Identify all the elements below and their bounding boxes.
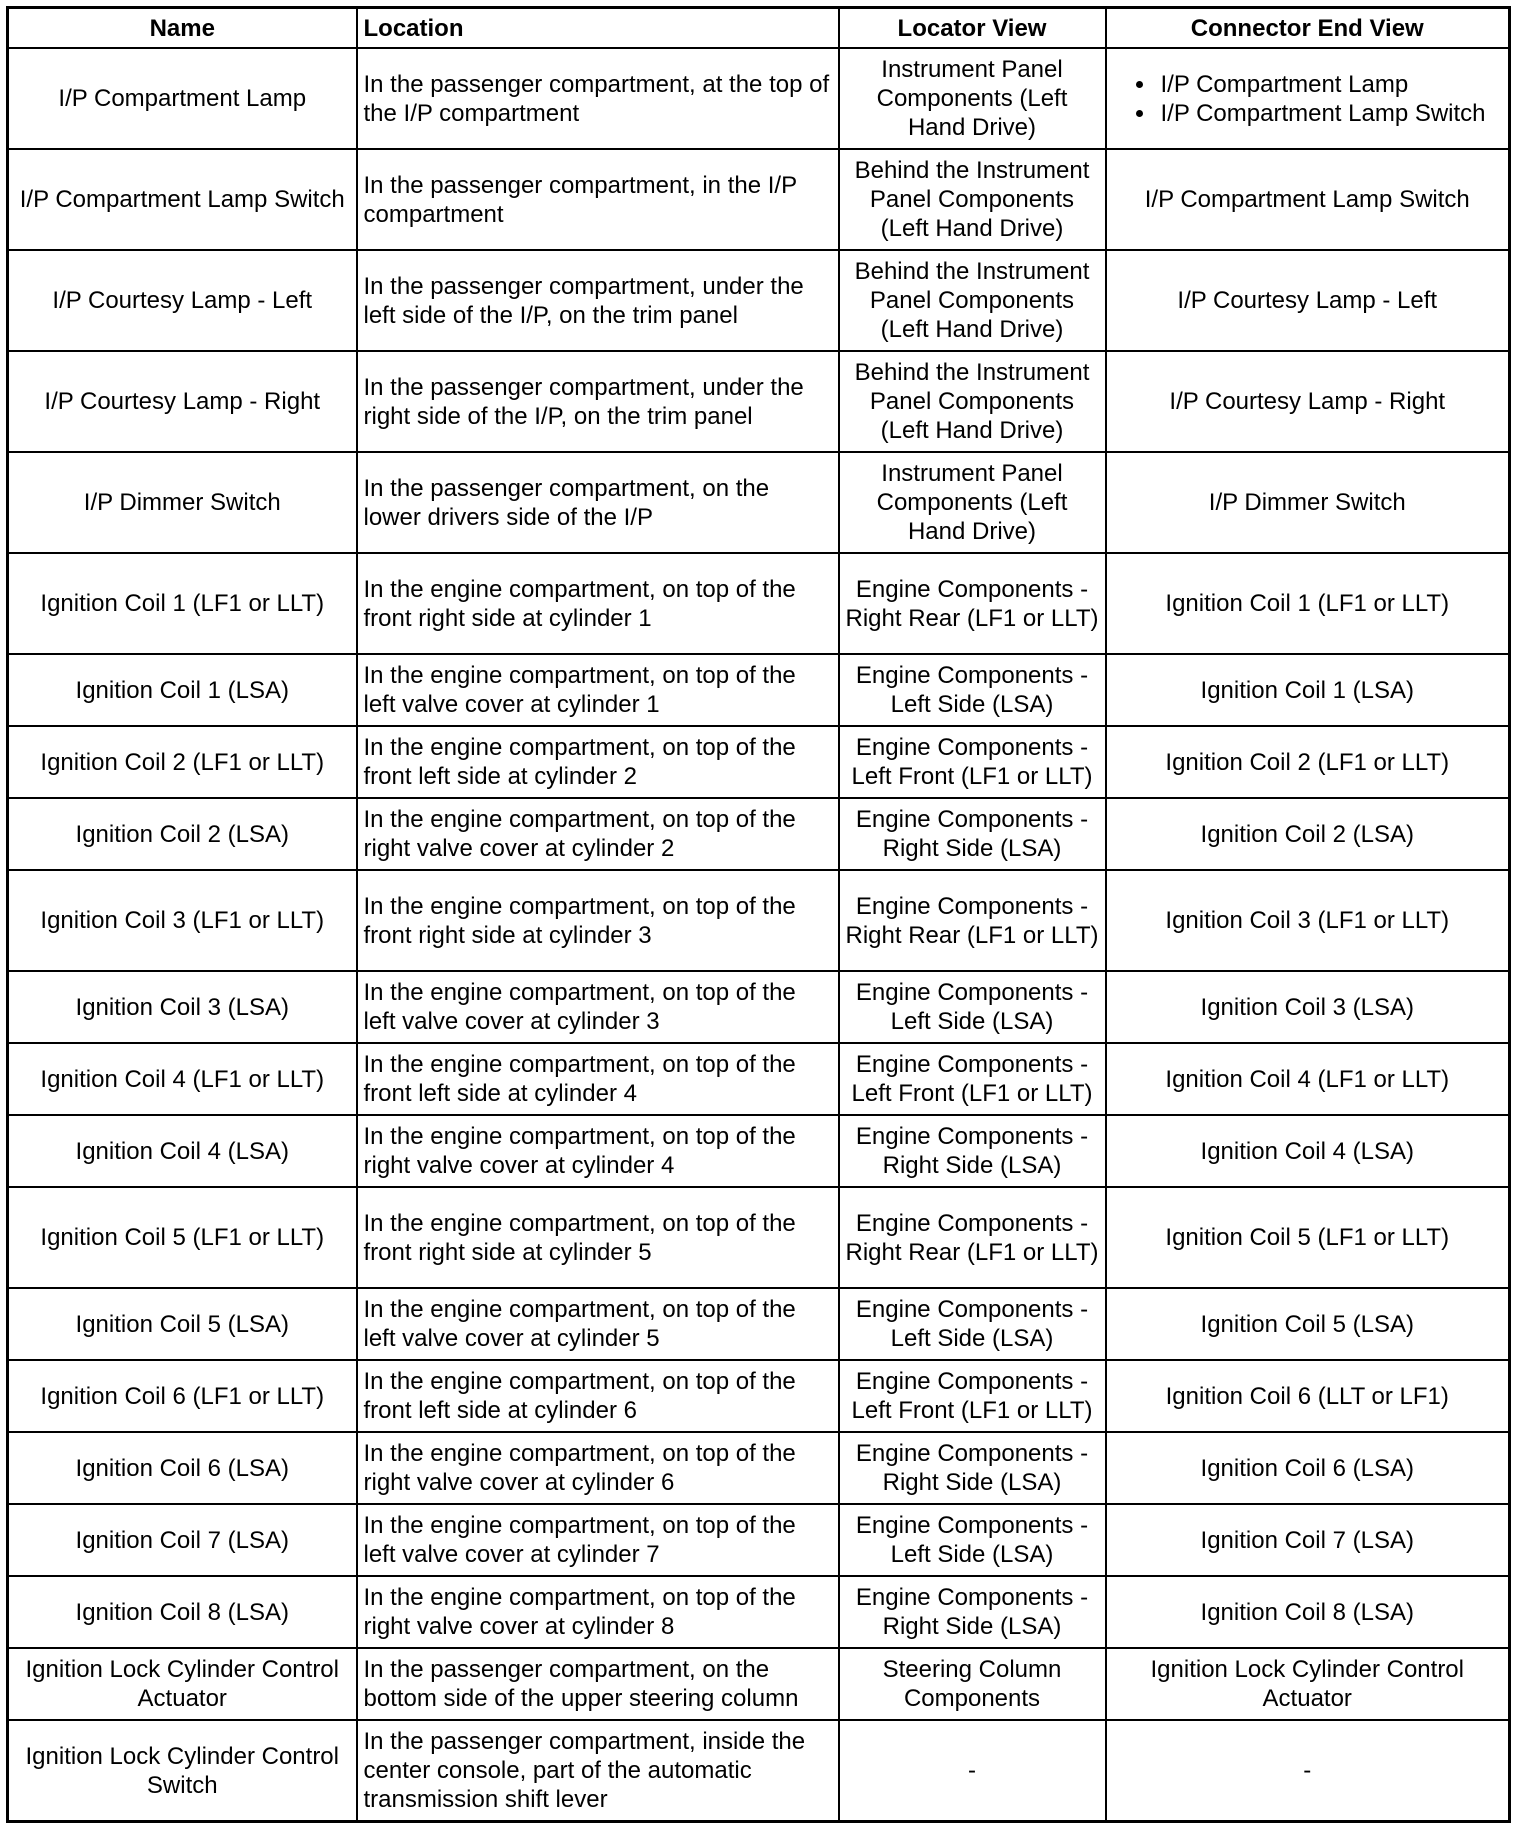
cell-connector-end-view: Ignition Coil 3 (LF1 or LLT) xyxy=(1106,870,1510,971)
cell-name: Ignition Lock Cylinder Control Switch xyxy=(8,1720,357,1822)
table-row xyxy=(8,1576,1510,1648)
cell-connector-end-view xyxy=(1106,48,1510,149)
cell-location: In the engine compartment, on top of the front right side at cylinder 3 xyxy=(357,870,839,971)
cell-locator-view: Engine Components - Left Front (LF1 or LLT) xyxy=(839,1043,1106,1115)
header-location: Location xyxy=(357,8,839,49)
cell-locator-view: Behind the Instrument Panel Components (Left Hand Drive) xyxy=(839,250,1106,351)
table-row xyxy=(8,1043,1510,1115)
cell-connector-end-view: Ignition Coil 1 (LF1 or LLT) xyxy=(1106,553,1510,654)
table-row xyxy=(8,149,1510,250)
cell-name: Ignition Lock Cylinder Control Actuator xyxy=(8,1648,357,1720)
cell-name: Ignition Coil 3 (LSA) xyxy=(8,971,357,1043)
cell-locator-view: - xyxy=(839,1720,1106,1822)
cell-name: Ignition Coil 1 (LF1 or LLT) xyxy=(8,553,357,654)
table-row xyxy=(8,1720,1510,1822)
cell-connector-end-view: Ignition Coil 3 (LSA) xyxy=(1106,971,1510,1043)
cell-connector-end-view: I/P Compartment Lamp Switch xyxy=(1106,149,1510,250)
table-row xyxy=(8,1504,1510,1576)
cell-name: Ignition Coil 6 (LSA) xyxy=(8,1432,357,1504)
cell-location: In the engine compartment, on top of the right valve cover at cylinder 2 xyxy=(357,798,839,870)
cell-name: Ignition Coil 2 (LSA) xyxy=(8,798,357,870)
cell-locator-view: Engine Components - Left Front (LF1 or LLT) xyxy=(839,726,1106,798)
cell-name: Ignition Coil 1 (LSA) xyxy=(8,654,357,726)
cell-connector-end-view: Ignition Coil 7 (LSA) xyxy=(1106,1504,1510,1576)
bullet-item: • I/P Compartment Lamp xyxy=(1157,70,1503,99)
cell-locator-view: Engine Components - Right Side (LSA) xyxy=(839,1115,1106,1187)
cell-name: I/P Courtesy Lamp - Left xyxy=(8,250,357,351)
table-row xyxy=(8,1288,1510,1360)
cell-location: In the passenger compartment, inside the center console, part of the automatic transmission shift lever xyxy=(357,1720,839,1822)
cell-connector-end-view: Ignition Coil 1 (LSA) xyxy=(1106,654,1510,726)
cell-locator-view: Engine Components - Right Side (LSA) xyxy=(839,1576,1106,1648)
cell-location: In the passenger compartment, under the right side of the I/P, on the trim panel xyxy=(357,351,839,452)
cell-locator-view: Engine Components - Right Rear (LF1 or LLT) xyxy=(839,870,1106,971)
cell-name: Ignition Coil 4 (LF1 or LLT) xyxy=(8,1043,357,1115)
cell-location: In the passenger compartment, on the lower drivers side of the I/P xyxy=(357,452,839,553)
cell-locator-view: Engine Components - Left Side (LSA) xyxy=(839,971,1106,1043)
header-name: Name xyxy=(8,8,357,49)
cell-name: Ignition Coil 3 (LF1 or LLT) xyxy=(8,870,357,971)
cell-name: Ignition Coil 6 (LF1 or LLT) xyxy=(8,1360,357,1432)
table-row xyxy=(8,870,1510,971)
table-row xyxy=(8,971,1510,1043)
cell-connector-end-view: - xyxy=(1106,1720,1510,1822)
cell-locator-view: Instrument Panel Components (Left Hand Drive) xyxy=(839,452,1106,553)
cell-locator-view: Engine Components - Right Rear (LF1 or LLT) xyxy=(839,553,1106,654)
component-locator-table xyxy=(6,6,1511,1823)
cell-name: Ignition Coil 2 (LF1 or LLT) xyxy=(8,726,357,798)
cell-name: Ignition Coil 5 (LF1 or LLT) xyxy=(8,1187,357,1288)
cell-location: In the passenger compartment, at the top of the I/P compartment xyxy=(357,48,839,149)
cell-name: I/P Dimmer Switch xyxy=(8,452,357,553)
cell-connector-end-view: I/P Dimmer Switch xyxy=(1106,452,1510,553)
cell-location: In the engine compartment, on top of the front left side at cylinder 4 xyxy=(357,1043,839,1115)
cell-name: Ignition Coil 8 (LSA) xyxy=(8,1576,357,1648)
cell-locator-view: Engine Components - Right Side (LSA) xyxy=(839,798,1106,870)
cell-location: In the engine compartment, on top of the front left side at cylinder 6 xyxy=(357,1360,839,1432)
table-row xyxy=(8,1432,1510,1504)
cell-location: In the engine compartment, on top of the right valve cover at cylinder 6 xyxy=(357,1432,839,1504)
table-row xyxy=(8,798,1510,870)
cell-name: I/P Compartment Lamp xyxy=(8,48,357,149)
cell-location: In the engine compartment, on top of the right valve cover at cylinder 8 xyxy=(357,1576,839,1648)
cell-location: In the passenger compartment, under the left side of the I/P, on the trim panel xyxy=(357,250,839,351)
table-row xyxy=(8,250,1510,351)
cell-name: Ignition Coil 5 (LSA) xyxy=(8,1288,357,1360)
cell-connector-end-view: Ignition Coil 5 (LSA) xyxy=(1106,1288,1510,1360)
cell-location: In the passenger compartment, in the I/P compartment xyxy=(357,149,839,250)
cell-connector-end-view: Ignition Coil 8 (LSA) xyxy=(1106,1576,1510,1648)
cell-name: Ignition Coil 4 (LSA) xyxy=(8,1115,357,1187)
cell-connector-end-view: I/P Courtesy Lamp - Right xyxy=(1106,351,1510,452)
cell-connector-end-view: Ignition Coil 6 (LLT or LF1) xyxy=(1106,1360,1510,1432)
table-row xyxy=(8,351,1510,452)
cell-name: I/P Compartment Lamp Switch xyxy=(8,149,357,250)
cell-location: In the passenger compartment, on the bottom side of the upper steering column xyxy=(357,1648,839,1720)
cell-connector-end-view: Ignition Coil 2 (LSA) xyxy=(1106,798,1510,870)
header-row xyxy=(8,8,1510,49)
cell-name: I/P Courtesy Lamp - Right xyxy=(8,351,357,452)
cell-locator-view: Engine Components - Left Side (LSA) xyxy=(839,1288,1106,1360)
table-row xyxy=(8,1115,1510,1187)
cell-locator-view: Behind the Instrument Panel Components (Left Hand Drive) xyxy=(839,351,1106,452)
cell-location: In the engine compartment, on top of the left valve cover at cylinder 7 xyxy=(357,1504,839,1576)
cell-locator-view: Behind the Instrument Panel Components (Left Hand Drive) xyxy=(839,149,1106,250)
cell-locator-view: Steering Column Components xyxy=(839,1648,1106,1720)
table-row xyxy=(8,1187,1510,1288)
cell-locator-view: Engine Components - Left Side (LSA) xyxy=(839,654,1106,726)
header-locator-view: Locator View xyxy=(839,8,1106,49)
cell-locator-view: Engine Components - Left Side (LSA) xyxy=(839,1504,1106,1576)
table-row xyxy=(8,452,1510,553)
connector-bullet-list xyxy=(1113,70,1503,128)
cell-connector-end-view: Ignition Coil 5 (LF1 or LLT) xyxy=(1106,1187,1510,1288)
table-row xyxy=(8,553,1510,654)
table-row xyxy=(8,726,1510,798)
cell-location: In the engine compartment, on top of the left valve cover at cylinder 5 xyxy=(357,1288,839,1360)
cell-locator-view: Engine Components - Right Rear (LF1 or LLT) xyxy=(839,1187,1106,1288)
table-row xyxy=(8,48,1510,149)
cell-locator-view: Engine Components - Right Side (LSA) xyxy=(839,1432,1106,1504)
bullet-item: • I/P Compartment Lamp Switch xyxy=(1157,99,1503,128)
cell-location: In the engine compartment, on top of the left valve cover at cylinder 1 xyxy=(357,654,839,726)
table-row xyxy=(8,654,1510,726)
cell-location: In the engine compartment, on top of the front right side at cylinder 1 xyxy=(357,553,839,654)
table-row xyxy=(8,1648,1510,1720)
table-row xyxy=(8,1360,1510,1432)
cell-locator-view: Instrument Panel Components (Left Hand Drive) xyxy=(839,48,1106,149)
header-connector-end-view: Connector End View xyxy=(1106,8,1510,49)
cell-name: Ignition Coil 7 (LSA) xyxy=(8,1504,357,1576)
cell-location: In the engine compartment, on top of the front right side at cylinder 5 xyxy=(357,1187,839,1288)
cell-locator-view: Engine Components - Left Front (LF1 or LLT) xyxy=(839,1360,1106,1432)
cell-connector-end-view: Ignition Coil 6 (LSA) xyxy=(1106,1432,1510,1504)
cell-location: In the engine compartment, on top of the right valve cover at cylinder 4 xyxy=(357,1115,839,1187)
cell-connector-end-view: Ignition Lock Cylinder Control Actuator xyxy=(1106,1648,1510,1720)
cell-location: In the engine compartment, on top of the left valve cover at cylinder 3 xyxy=(357,971,839,1043)
cell-location: In the engine compartment, on top of the front left side at cylinder 2 xyxy=(357,726,839,798)
cell-connector-end-view: Ignition Coil 4 (LSA) xyxy=(1106,1115,1510,1187)
cell-connector-end-view: Ignition Coil 4 (LF1 or LLT) xyxy=(1106,1043,1510,1115)
cell-connector-end-view: Ignition Coil 2 (LF1 or LLT) xyxy=(1106,726,1510,798)
cell-connector-end-view: I/P Courtesy Lamp - Left xyxy=(1106,250,1510,351)
